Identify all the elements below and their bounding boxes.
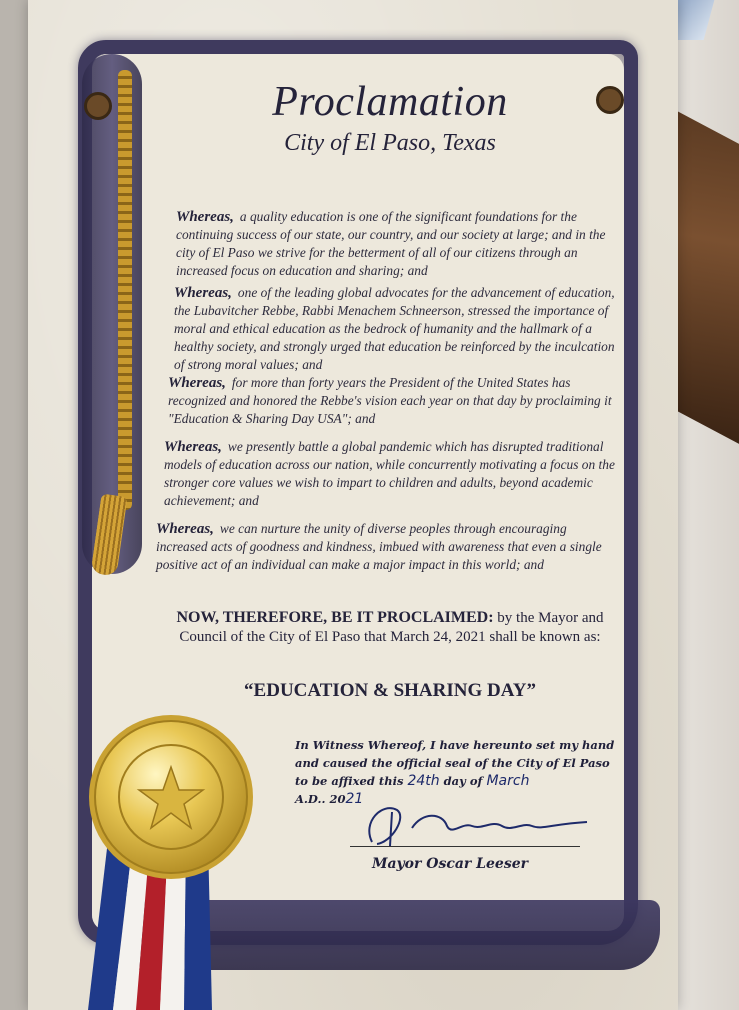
proclamation-header: [160, 78, 620, 157]
document-title: Proclamation: [272, 79, 508, 125]
whereas-paragraph-1: [176, 208, 616, 280]
whereas-text: we can nurture the unity of diverse peoples through encouraging increased acts of goodness and kindness, imbued with awareness that even a single positive act of an individual can make a major impact in this world; and: [156, 521, 602, 572]
whereas-paragraph-4: [164, 438, 620, 510]
whereas-text: one of the leading global advocates for the advancement of education, the Lubavitcher Rebbe, Rabbi Menachem Schneerson, stressed the importance of moral and ethical education as the bedrock of humanity and the hallmark of a healthy society, and strongly urged that education be reinforced by the inculcation of strong moral values; and: [174, 285, 615, 372]
whereas-text: a quality education is one of the significant foundations for the continuing success of our state, our country, and our society at large; and in the city of El Paso we strive for the betterment of all of our citizens through an increased focus on education and sharing; and: [176, 209, 606, 278]
whereas-lead: Whereas,: [156, 521, 214, 537]
witness-line-2: and caused the official seal of the City of El Paso: [295, 756, 610, 770]
whereas-text: for more than forty years the President of the United States has recognized and honored the Rebbe's vision each year on that day by proclaiming it "Education & Sharing Day USA"; and: [168, 375, 612, 426]
witness-affixed-label: to be affixed this: [295, 774, 404, 788]
city-seal: [86, 712, 256, 882]
signature-line: [350, 846, 580, 847]
witness-day-of-label: day of: [443, 774, 483, 788]
whereas-text: we presently battle a global pandemic which has disrupted traditional models of education across our nation, while concurrently motivating a focus on the stronger core values we wish to impart to children and adults, beyond academic achievement; and: [164, 439, 615, 508]
signatory-name: Mayor Oscar Leeser: [371, 856, 529, 872]
whereas-paragraph-5: [156, 520, 618, 574]
witness-line-3: [295, 772, 615, 790]
witness-year: 21: [345, 791, 364, 807]
proclamation-caps: NOW, THEREFORE, BE IT PROCLAIMED:: [176, 609, 494, 626]
day-name: “EDUCATION & SHARING DAY”: [244, 680, 536, 701]
whereas-lead: Whereas,: [176, 209, 234, 225]
proclamation-statement: [160, 608, 620, 647]
whereas-lead: Whereas,: [168, 375, 226, 391]
witness-line-1: In Witness Whereof, I have hereunto set my hand: [295, 738, 615, 752]
mayor-signature: [352, 792, 592, 852]
witness-day: 24th: [407, 773, 440, 789]
document-subtitle: City of El Paso, Texas: [284, 130, 496, 156]
whereas-paragraph-2: [174, 284, 620, 374]
witness-month: March: [486, 773, 530, 789]
witness-year-label: A.D.. 20: [295, 792, 346, 806]
tassel-cord: [118, 70, 132, 510]
whereas-lead: Whereas,: [174, 285, 232, 301]
rod-knob-left: [84, 92, 112, 120]
proclamation-text: by the Mayor and Council of the City of El Paso that March 24, 2021 shall be known as:: [179, 610, 604, 645]
whereas-paragraph-3: [168, 374, 618, 428]
whereas-lead: Whereas,: [164, 439, 222, 455]
